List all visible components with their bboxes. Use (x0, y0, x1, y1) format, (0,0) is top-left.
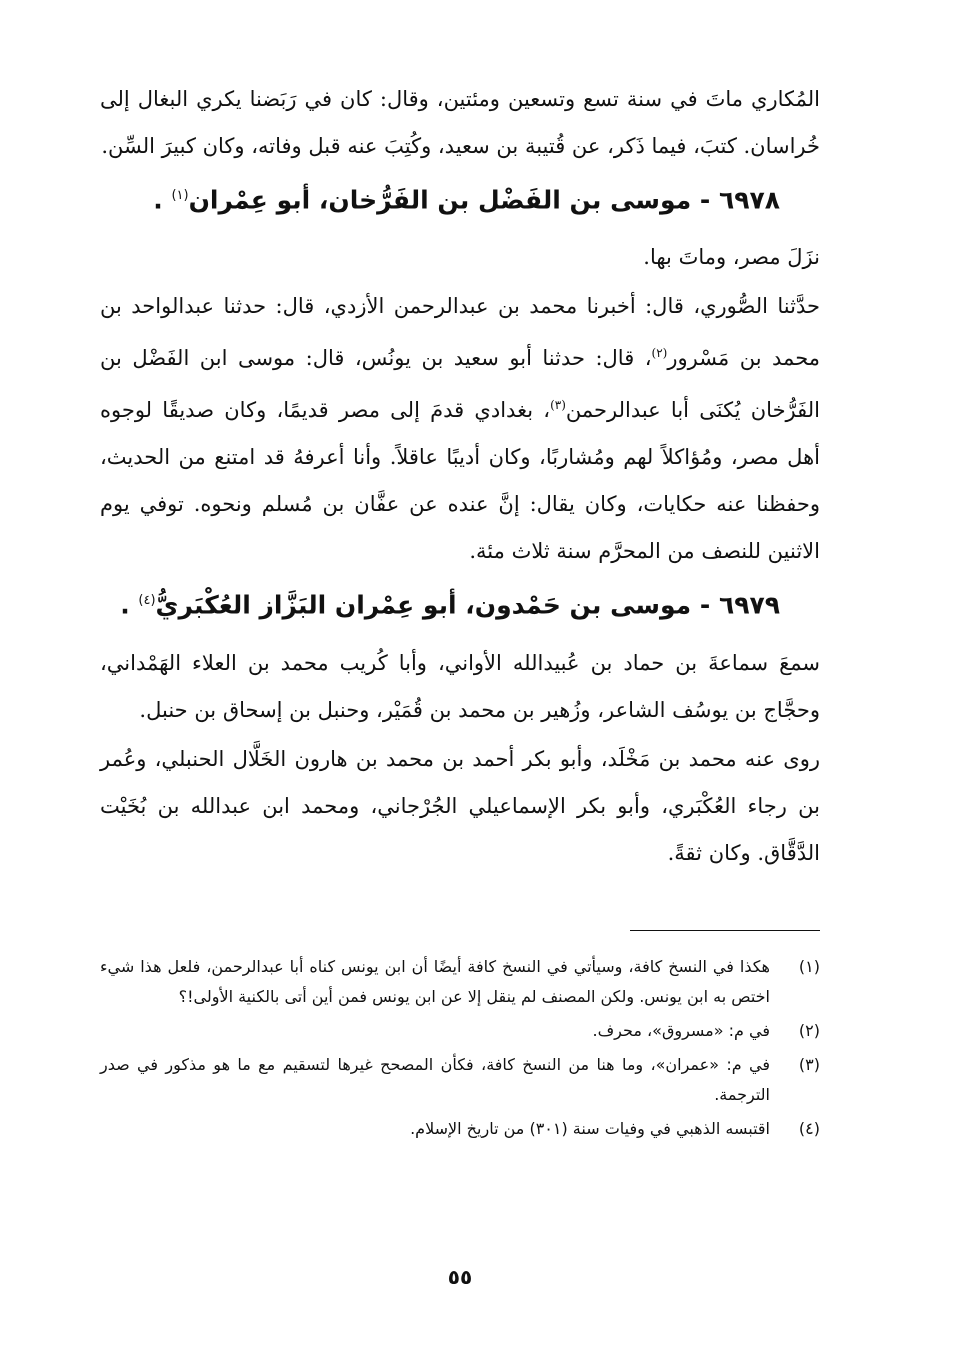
footnote (100, 1114, 820, 1144)
footnotes (100, 952, 820, 1148)
footnote-number: (١) (798, 957, 820, 976)
page (100, 80, 820, 1350)
entry-6979-paragraph-2: روى عنه محمد بن مَخْلَد، وأبو بكر أحمد بن محمد بن هارون الخَلَّال الحنبلي، وعُمر بن رجاء العُكْبَري، وأبو بكر الإسماعيلي الجُرْجاني، ومحمد ابن عبدالله بن بُخَيْت الدَّقَّاق. وكان ثقةً. (100, 746, 820, 865)
page-number: ٥٥ (447, 1265, 473, 1289)
entry-6979-paragraph-1: سمعَ سماعةَ بن حماد بن عُبيدالله الأواني، وأبا كُريب محمد بن العلاء الهَمْداني، وحجَّاج بن يوسُف الشاعر، وزُهير بن محمد بن قُمَيْر، وحنبل بن إسحاق بن حنبل. (100, 650, 820, 722)
entry-heading-text: ٦٩٧٨ - موسى بن الفَضْل بن الفَرُّخان، أبو عِمْران (188, 185, 780, 215)
paragraph-text: حدَّثنا الصُّوري، قال: أخبرنا محمد بن عبدالرحمن الأزدي، قال: حدثنا عبدالواحد بن محمد بن مَسْرور (100, 294, 820, 371)
paragraph-text: ، قال: حدثنا أبو سعيد بن يونُس، قال: موسى ابن الفَضْل بن الفَرُّخان يُكنَى أبا عبدالرحمن (100, 346, 820, 423)
footnote-ref: (٤) (138, 593, 156, 609)
footnote-number: (٢) (798, 1021, 820, 1040)
intro-paragraph: المُكاري ماتَ في سنة تسع وتسعين ومئتين، وقال: كان في رَبَضنا يكري البغال إلى خُراسان. كتبَ، فيما ذَكر، عن قُتيبة بن سعيد، وكُتِبَ عنه قبل وفاته، وكان كبيرَ السِّن. (100, 87, 820, 158)
footnote-text: اقتبسه الذهبي في وفيات سنة (٣٠١) من تاريخ الإسلام. (410, 1119, 770, 1138)
footnote-divider (630, 930, 820, 931)
entry-6978-paragraph-2 (100, 283, 820, 575)
footnote-number: (٣) (798, 1055, 820, 1074)
entry-6978-paragraph-1: نزَلَ مصر، وماتَ بها. (643, 245, 820, 270)
footnote-number: (٤) (798, 1119, 820, 1138)
footnote-ref: (١) (171, 188, 189, 203)
footnote-ref: (٣) (550, 398, 566, 413)
footnote (100, 1016, 820, 1046)
footnote-text: في م: «عمران»، وما هنا من النسخ كافة، فكأن المصحح غيرها لتسقيم مع ما هو مذكور في صدر الترجمة. (100, 1055, 770, 1104)
footnote (100, 1050, 820, 1110)
footnote-ref: (٢) (651, 346, 668, 361)
entry-heading-text: ٦٩٧٩ - موسى بن حَمْدون، أبو عِمْران البَزَّاز العُكْبَريُّ (155, 590, 780, 620)
footnote (100, 952, 820, 1012)
paragraph-text: ، بغدادي قدمَ إلى مصر قديمًا، وكان صديقًا لوجوه أهل مصر، ومُؤاكلاً لهم ومُشاربًا، وكان أديبًا عاقلاً. وأنا أعرفهُ قد امتنع من الحديث، وحفظنا عنه حكايات، وكان يقال: إنَّ عنده عن عفَّان بن مُسلم ونحوه. توفي يوم الاثنين للنصف من المحرَّم سنة ثلاث مئة. (100, 398, 820, 564)
footnote-text: هكذا في النسخ كافة، وسيأتي في النسخ كافة أيضًا أن ابن يونس كناه أبا عبدالرحمن، فلعل هذا شيء اختص به ابن يونس. ولكن المصنف لم ينقل إلا عن ابن يونس فمن أين أتى بالكنية الأولى!؟ (100, 957, 770, 1006)
footnote-text: في م: «مسروق»، محرف. (592, 1021, 770, 1040)
entry-heading-6979: ٦٩٧٩ - موسى بن حَمْدون، أبو عِمْران البَزَّاز العُكْبَريُّ$^{(٤)}$ . (120, 590, 780, 620)
entry-heading-6978: ٦٩٧٨ - موسى بن الفَضْل بن الفَرُّخان، أبو عِمْران$^{(١)}$ . (153, 185, 780, 215)
